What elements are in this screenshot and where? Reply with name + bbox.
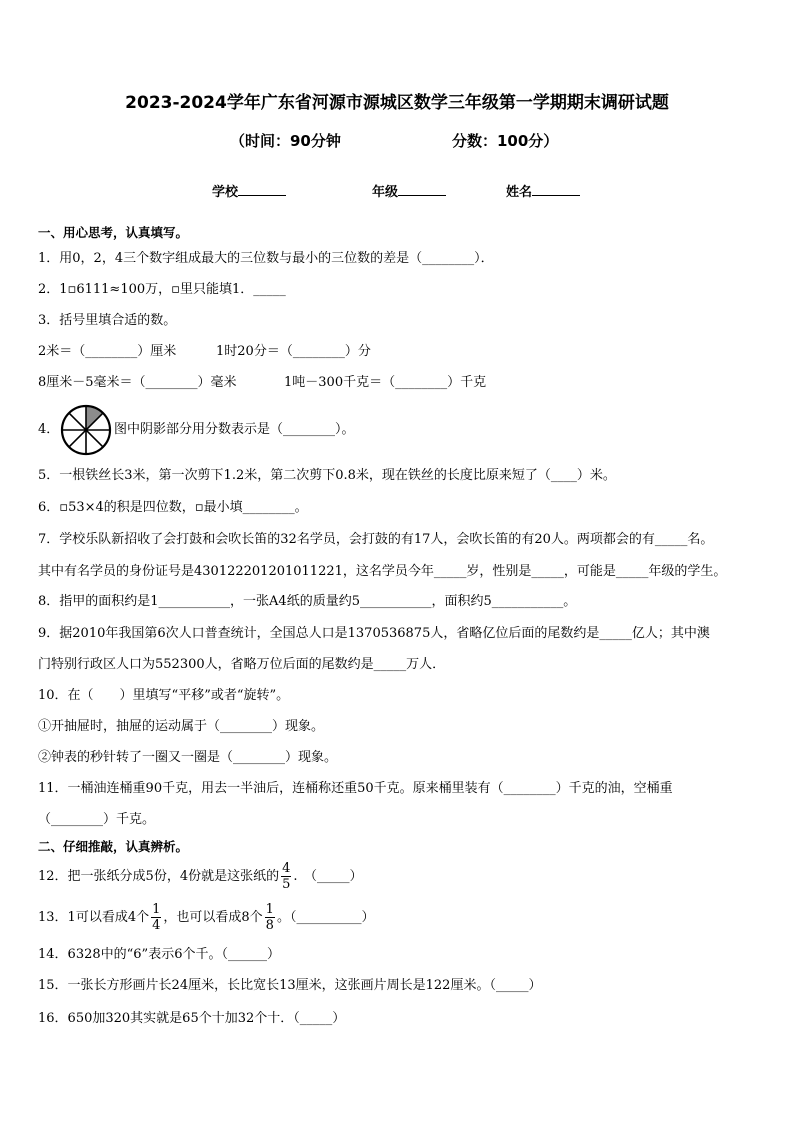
question-1: 1．用0，2，4三个数字组成最大的三位数与最小的三位数的差是（________）． <box>38 251 494 266</box>
question-9-line-2: 门特别行政区人口为552300人，省略万位后面的尾数约是_____万人． <box>38 657 446 672</box>
question-4-number: 4． <box>38 422 60 437</box>
name-blank[interactable] <box>532 183 580 196</box>
question-2: 2．1▫6111≈100万，▫里只能填1．_____ <box>38 282 286 297</box>
question-13-answer: 。（__________） <box>276 910 375 925</box>
circle-8-parts-1-shaded-icon <box>60 404 112 456</box>
question-8: 8．指甲的面积约是1___________，一张A4纸的质量约5___________，面积约5___________。 <box>38 594 577 609</box>
fraction-4-5: $\frac{4}{5}$ <box>282 861 291 892</box>
question-3-c: 8厘米－5毫米＝（________）毫米 <box>38 375 237 390</box>
grade-blank[interactable] <box>398 183 446 196</box>
question-11-line-2: （________）千克。 <box>38 812 156 827</box>
question-7-line-2: 其中有名学员的身份证号是430122201201011221，这名学员今年_____岁，性别是_____，可能是_____年级的学生。 <box>38 564 727 579</box>
question-10: 10．在（ ）里填写“平移”或者“旋转”。 <box>38 688 290 703</box>
exam-title: 2023-2024学年广东省河源市源城区数学三年级第一学期期末调研试题 <box>125 93 669 113</box>
grade-label: 年级 <box>372 185 399 200</box>
question-11-line-1: 11．一桶油连桶重90千克，用去一半油后，连桶称还重50千克。原来桶里装有（________）千克的油，空桶重 <box>38 781 673 796</box>
question-15: 15．一张长方形画片长24厘米，长比宽长13厘米，这张画片周长是122厘米。（_____） <box>38 978 542 993</box>
question-10-b: ②钟表的秒针转了一圈又一圈是（________）现象。 <box>38 750 338 765</box>
question-3-a: 2米＝（________）厘米 <box>38 344 177 359</box>
question-5: 5．一根铁丝长3米，第一次剪下1.2米，第二次剪下0.8米，现在铁丝的长度比原来短了（____）米。 <box>38 468 616 483</box>
question-13-text-a: 13．1可以看成4个 <box>38 910 150 925</box>
question-12 <box>38 860 363 894</box>
fraction-1-4: $\frac{1}{4}$ <box>152 902 161 933</box>
question-7-line-1: 7．学校乐队新招收了会打鼓和会吹长笛的32名学员，会打鼓的有17人，会吹长笛的有20人。两项都会的有_____名。 <box>38 532 714 547</box>
school-field <box>212 181 286 200</box>
school-blank[interactable] <box>238 183 286 196</box>
question-6: 6．▫53×4的积是四位数，▫最小填________。 <box>38 500 308 515</box>
grade-field <box>372 181 446 200</box>
section-1-heading: 一、用心思考，认真填写。 <box>38 225 189 240</box>
question-9-line-1: 9．据2010年我国第6次人口普查统计，全国总人口是1370536875人，省略亿位后面的尾数约是_____亿人；其中澳 <box>38 626 710 641</box>
name-label: 姓名 <box>506 185 533 200</box>
exam-time: （时间：90分钟 <box>230 132 341 150</box>
question-3: 3．括号里填合适的数。 <box>38 313 177 328</box>
question-12-answer: . （_____） <box>293 869 363 884</box>
name-field <box>506 181 580 200</box>
question-3-b: 1时20分＝（________）分 <box>216 344 371 359</box>
school-label: 学校 <box>212 185 239 200</box>
question-10-a: ①开抽屉时，抽屉的运动属于（________）现象。 <box>38 719 325 734</box>
question-14: 14．6328中的“6”表示6个千。（______） <box>38 947 280 962</box>
question-13-text-b: ，也可以看成8个 <box>163 910 263 925</box>
exam-score: 分数：100分） <box>452 132 559 150</box>
question-3-d: 1吨－300千克＝（________）千克 <box>284 375 487 390</box>
section-2-heading: 二、仔细推敲，认真辨析。 <box>38 839 189 854</box>
question-16: 16．650加320其实就是65个十加32个十．（_____） <box>38 1011 346 1026</box>
question-12-text: 12．把一张纸分成5份，4份就是这张纸的 <box>38 869 280 884</box>
question-13 <box>38 901 374 935</box>
question-4: 图中阴影部分用分数表示是（________）。 <box>114 422 355 437</box>
fraction-1-8: $\frac{1}{8}$ <box>265 902 274 933</box>
